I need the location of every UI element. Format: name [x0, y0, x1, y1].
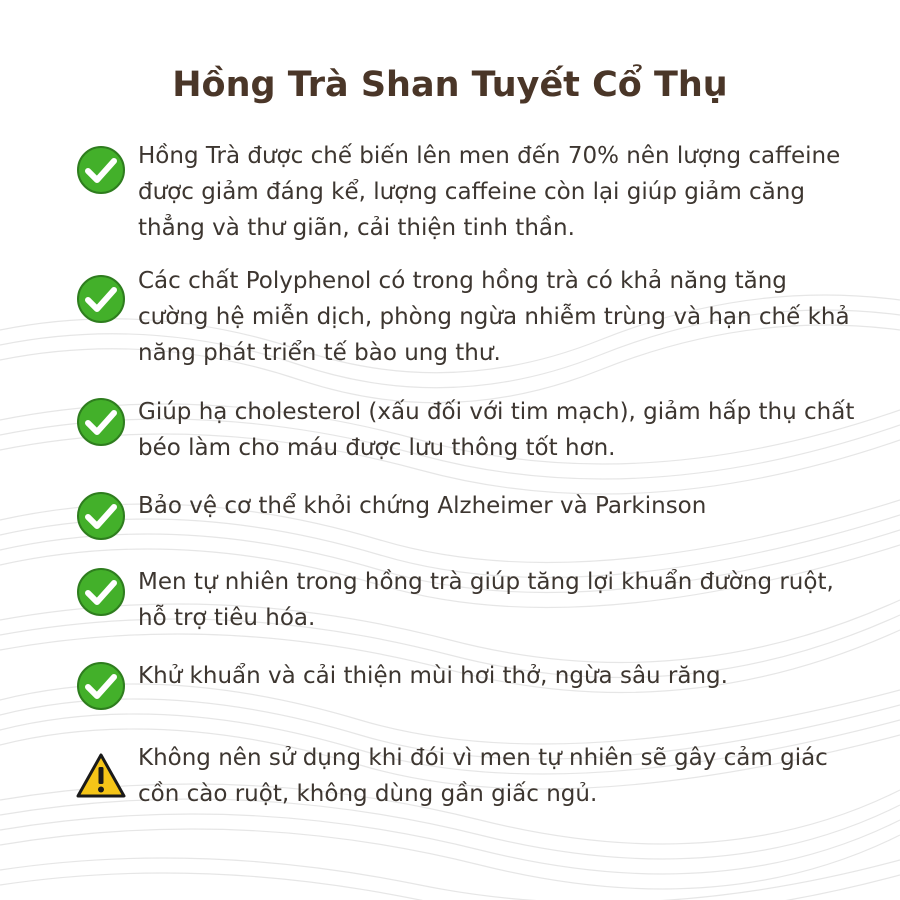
check-circle-icon [75, 660, 127, 712]
check-circle-icon [75, 273, 127, 325]
check-circle-icon [75, 396, 127, 448]
page-title: Hồng Trà Shan Tuyết Cổ Thụ [172, 65, 728, 105]
list-item-text: Khử khuẩn và cải thiện mùi hơi thở, ngừa sâu răng. [138, 663, 728, 689]
list-item-text: Men tự nhiên trong hồng trà giúp tăng lợi khuẩn đường ruột, hỗ trợ tiêu hóa. [138, 569, 834, 631]
check-circle-icon [75, 144, 127, 196]
list-item-text: Không nên sử dụng khi đói vì men tự nhiên sẽ gây cảm giác cồn cào ruột, không dùng gần giấc ngủ. [138, 745, 828, 807]
list-item-text: Giúp hạ cholesterol (xấu đối với tim mạch), giảm hấp thụ chất béo làm cho máu được lưu thông tốt hơn. [138, 399, 855, 461]
check-circle-icon [75, 490, 127, 542]
list-item-text: Bảo vệ cơ thể khỏi chứng Alzheimer và Parkinson [138, 493, 707, 519]
warning-triangle-icon [75, 750, 127, 802]
list-item-text: Hồng Trà được chế biến lên men đến 70% nên lượng caffeine được giảm đáng kể, lượng caffeine còn lại giúp giảm căng thẳng và thư giãn, cải thiện tinh thần. [138, 143, 841, 241]
check-circle-icon [75, 566, 127, 618]
list-item-text: Các chất Polyphenol có trong hồng trà có khả năng tăng cường hệ miễn dịch, phòng ngừa nhiễm trùng và hạn chế khả năng phát triển tế bào ung thư. [138, 268, 850, 366]
